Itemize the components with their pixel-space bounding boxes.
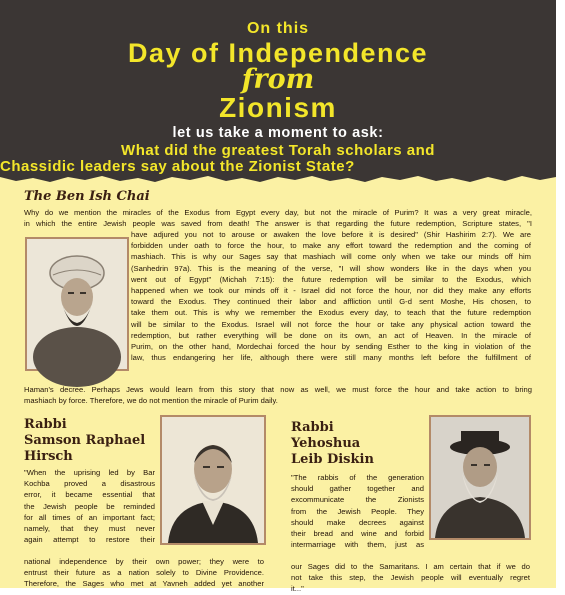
text-line: happened when we took our minds off it - Israel did not force the hour, nor did they make any efforts [131, 286, 531, 296]
zionism-heading: Zionism [219, 92, 337, 123]
question-line-1: What did the greatest Torah scholars and [121, 142, 435, 159]
diskin-portrait-image [431, 417, 529, 538]
name-line: Leib Diskin [291, 452, 374, 467]
header-banner [0, 0, 556, 176]
text-line: namely, that they must never [24, 524, 155, 534]
text-line: take them out. This is why we remember the Exodus every day, to teach that the future redemption [131, 308, 531, 318]
text-line: toward the Exodus. They continued their labor and affliction until G-d sent Moshe, His chosen, to [131, 297, 531, 307]
name-line: Rabbi [24, 417, 67, 432]
text-line: mashiach. This is why our Sages say that mashiach will come only when we take our minds off him [131, 252, 531, 262]
text-line: Haman's decree. Perhaps Jews would learn from this story that now as well, we must force the hour and take action to bring [24, 385, 532, 394]
ben-ish-chai-outro [24, 384, 532, 406]
text-line: their bread and wine and forbid [291, 529, 424, 539]
page-margin [556, 0, 565, 588]
text-line: have adjured you not to arouse or awaken the love before it is desired" (Shir Hashirim 2:7). We are [131, 230, 531, 239]
text-line: Kochba proved a disastrous [24, 479, 155, 489]
text-line: not take this step, the Jewish people will eventually regret [291, 573, 530, 583]
hirsch-quote-full [24, 556, 264, 590]
text-line: from the Jewish People. They [291, 506, 424, 516]
text-line: in which the entire Jewish people was saved from death! The answer is that regarding the future redemption, Scripture states, "I [24, 219, 532, 229]
ben-ish-chai-title: The Ben Ish Chai [24, 189, 150, 204]
question-line-2: Chassidic leaders say about the Zionist State? [0, 158, 355, 175]
ben-ish-chai-portrait-image [27, 239, 127, 369]
name-line: Samson Raphael [24, 433, 146, 448]
from-heading: from [241, 64, 315, 95]
day-of-independence-heading: Day of Independence [127, 38, 429, 68]
text-line: redemption, but rather everything will be done on its own, an act of Heaven. In the miracle of [131, 330, 531, 340]
text-line: should gather together and [291, 484, 424, 494]
text-line: should make decrees against [291, 517, 424, 527]
ben-ish-chai-intro [24, 207, 532, 229]
text-line: will be similar to the Exodus. Israel will not force the hour or take any physical action toward the [131, 319, 531, 329]
text-line: for all times of an important fact; [24, 512, 155, 522]
ben-ish-chai-wrapped-text [131, 229, 531, 363]
ben-ish-chai-portrait [25, 237, 129, 371]
text-line: error, it became essential that [24, 490, 155, 500]
text-line: (Sanhedrin 97a). This is the meaning of the verse, "I will show wonders like in the days when you [131, 263, 531, 273]
hirsch-portrait-image [162, 417, 264, 543]
text-line: Therefore, the Sages who met at Yavneh added yet another [24, 579, 264, 589]
ask-subheading: let us take a moment to ask: [172, 125, 384, 141]
diskin-portrait [429, 415, 531, 540]
text-line: Why do we mention the miracles of the Exodus from Egypt every day, but not the miracle of Purim? It was a very great miracle, [24, 208, 532, 217]
diskin-quote-full [291, 561, 530, 595]
diskin-name [291, 420, 374, 468]
text-line: "When the uprising led by Bar [24, 468, 155, 477]
text-line: excommunicate the Zionists [291, 495, 424, 505]
text-line: it..." [291, 584, 304, 594]
text-line: mashiach by force. Therefore, we do not mention the miracle of Purim daily. [24, 396, 278, 406]
text-line: forbidden under oath to force the hour, to make any effort toward the redemption and the coming of [131, 241, 531, 251]
text-line: went out of Egypt" (Michah 7:15): the future redemption will be similar to the Exodus, which [131, 274, 531, 284]
text-line: entrust their future as a nation solely to Divine Providence. [24, 568, 264, 578]
name-line: Rabbi [291, 420, 334, 435]
text-line: law, thus endangering her life, although there were still many months left before the fulfillment of [131, 353, 531, 363]
on-this-heading: On this [246, 20, 310, 37]
diskin-quote-wrapped [291, 472, 424, 550]
text-line: "The rabbis of the generation [291, 473, 424, 482]
hirsch-portrait [160, 415, 266, 545]
text-line: the Jewish people be reminded [24, 501, 155, 511]
text-line: Purim, on the other hand, Mordechai forced the hour by sending Esther to the king in violation of the [131, 342, 531, 352]
text-line: again attempt to restore their [24, 535, 155, 545]
hirsch-quote-wrapped [24, 467, 155, 545]
name-line: Yehoshua [291, 436, 361, 451]
hirsch-name [24, 417, 145, 465]
text-line: intermarriage with them, just as [291, 540, 424, 550]
text-line: national independence by their own power; they were to [24, 557, 264, 566]
name-line: Hirsch [24, 449, 73, 464]
text-line: our Sages did to the Samaritans. I am certain that if we do [291, 562, 530, 571]
